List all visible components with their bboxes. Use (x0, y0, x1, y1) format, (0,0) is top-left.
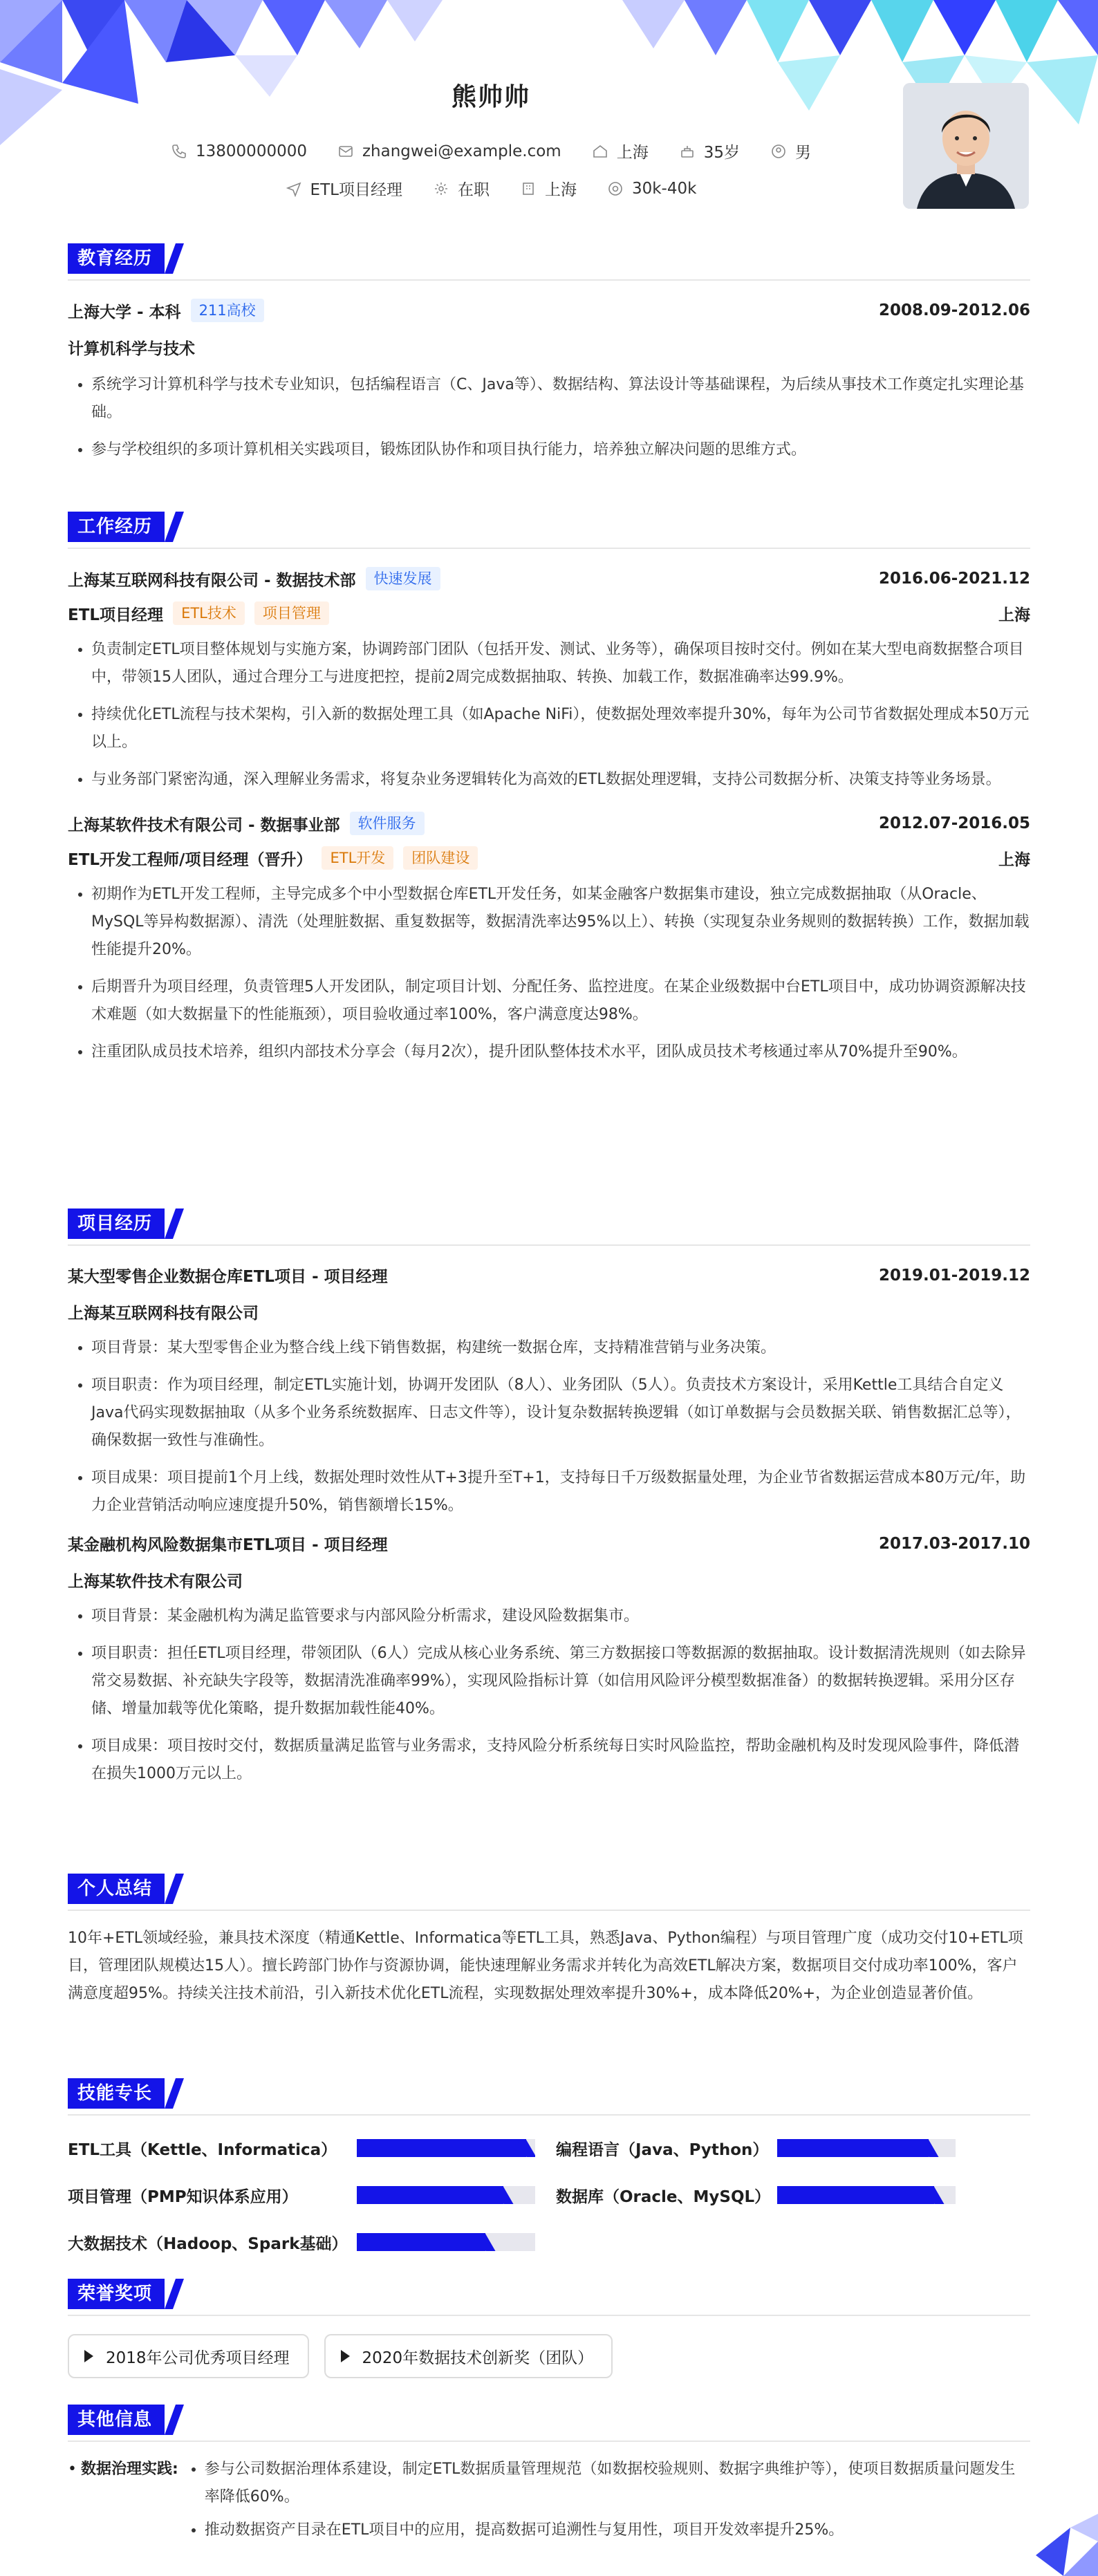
award-badge (324, 2334, 613, 2378)
section-title: 荣誉奖项 (68, 2279, 165, 2309)
awards-section (68, 2279, 1030, 2378)
skill-item (68, 2136, 556, 2160)
list-item: • 推动数据资产目录在ETL项目中的应用，提高数据可追溯性与复用性，项目开发效率提升25%。 (205, 2517, 1030, 2544)
project-period: 2019.01-2019.12 (878, 1266, 1030, 1285)
list-item: • 项目背景：某金融机构为满足监管要求与内部风险分析需求，建设风险数据集市。 (91, 1603, 1030, 1630)
email-text: zhangwei@example.com (362, 142, 561, 160)
location-item (592, 140, 649, 162)
other-label: 数据治理实践: (80, 2461, 178, 2478)
section-header (68, 2078, 1030, 2116)
corner-decoration (1022, 2500, 1098, 2576)
person-icon (770, 143, 787, 160)
skill-bar (777, 2139, 956, 2157)
job-header (68, 812, 1030, 835)
education-section (68, 243, 1030, 474)
award-list (68, 2334, 1030, 2378)
projects-section (68, 1208, 1030, 1798)
location-text: 上海 (616, 144, 649, 162)
education-bullets (68, 371, 1030, 464)
job-header (68, 567, 1030, 590)
project-name: 某金融机构风险数据集市ETL项目 - 项目经理 (68, 1536, 388, 1554)
section-header (68, 2279, 1030, 2316)
play-icon (84, 2350, 93, 2362)
list-item: • 参与学校组织的多项计算机相关实践项目，锻炼团队协作和项目执行能力，培养独立解决问题的思维方式。 (91, 436, 1030, 464)
list-item: • 项目成果：项目提前1个月上线，数据处理时效性从T+3提升至T+1，支持每日千万级数据量处理，为企业节省数据运营成本80万元/年，助力企业营销活动响应速度提升50%，销售额增长15%。 (91, 1464, 1030, 1520)
project-company: 上海某软件技术有限公司 (68, 1573, 243, 1591)
list-item: • 项目成果：项目按时交付，数据质量满足监管与业务需求，支持风险分析系统每日实时风险监控，帮助金融机构及时发现风险事件，降低潜在损失1000万元以上。 (91, 1733, 1030, 1788)
mail-icon (337, 143, 354, 160)
skill-bar (357, 2186, 535, 2204)
job-bullets (68, 881, 1030, 1066)
skill-bar-fill (357, 2233, 485, 2251)
age-item (679, 140, 740, 162)
section-title: 工作经历 (68, 512, 165, 542)
school-tag: 211高校 (191, 299, 264, 322)
summary-section (68, 1874, 1030, 2008)
position-item (286, 177, 402, 200)
job-period: 2016.06-2021.12 (878, 570, 1030, 588)
section-title: 项目经历 (68, 1208, 165, 1239)
phone-item (171, 142, 307, 160)
skill-item (68, 2230, 556, 2254)
summary-text: 10年+ETL领域经验，兼具技术深度（精通Kettle、Informatica等ETL工具，熟悉Java、Python编程）与项目管理广度（成功交付10+ETL项目，管理团队规模达15人）。擅长跨部门协作与资源协调，能快速理解业务需求并转化为高效ETL解决方案，数据项目交付成功率100%，客户满意度超95%。持续关注技术前沿，引入新技术优化ETL流程，实现数据处理效率提升30%+，成本降低20%+，为企业创造显著价值。 (68, 1930, 1023, 2002)
job-city: 上海 (998, 606, 1030, 624)
company-tag: 软件服务 (350, 812, 425, 835)
section-title-accent (165, 2279, 184, 2309)
position-text: ETL项目经理 (310, 181, 402, 199)
project-header (68, 1532, 1030, 1555)
job-intent-row (0, 177, 982, 200)
section-title-accent (165, 243, 184, 274)
list-item: • 持续优化ETL流程与技术架构，引入新的数据处理工具（如Apache NiFi），使数据处理效率提升30%，每年为公司节省数据处理成本50万元以上。 (91, 701, 1030, 756)
list-item: • 项目背景：某大型零售企业为整合线上线下销售数据，构建统一数据仓库，支持精准营销与业务决策。 (91, 1334, 1030, 1362)
phone-icon (171, 143, 187, 160)
status-text: 在职 (457, 181, 490, 199)
section-header (68, 1874, 1030, 1911)
section-header (68, 2405, 1030, 2442)
skill-bar (357, 2233, 535, 2251)
school-name: 上海大学 - 本科 (68, 303, 181, 321)
avatar (903, 83, 1029, 209)
building-icon (520, 180, 537, 197)
list-item: • 系统学习计算机科学与技术专业知识，包括编程语言（C、Java等）、数据结构、算法设计等基础课程，为后续从事技术工作奠定扎实理论基础。 (91, 371, 1030, 427)
skill-grid (68, 2136, 1030, 2254)
list-item: • 负责制定ETL项目整体规划与实施方案，协调跨部门团队（包括开发、测试、业务等），确保项目按时交付。例如在某大型电商数据整合项目中，带领15人团队，通过合理分工与进度把控，提前2周完成数据抽取、转换、加载工作，数据准确率达99.9%。 (91, 636, 1030, 691)
list-item: • 项目职责：作为项目经理，制定ETL实施计划，协调开发团队（8人）、业务团队（5人）。负责技术方案设计，采用Kettle工具结合自定义Java代码实现数据抽取（从多个业务系统数据库、日志文件等），设计复杂数据转换逻辑（如订单数据与会员数据关联、销售数据汇总等），确保数据一致性与准确性。 (91, 1372, 1030, 1455)
education-period: 2008.09-2012.06 (878, 301, 1030, 319)
section-title-accent (165, 1874, 184, 1904)
company-name: 上海某软件技术有限公司 - 数据事业部 (68, 816, 340, 834)
project-bullets (68, 1603, 1030, 1788)
section-title: 教育经历 (68, 243, 165, 274)
award-text: 2018年公司优秀项目经理 (106, 2349, 290, 2367)
skill-name: 大数据技术（Hadoop、Spark基础） (68, 2234, 348, 2253)
education-header (68, 299, 1030, 322)
skill-item (556, 2183, 1030, 2207)
play-icon (341, 2350, 350, 2362)
city-text: 上海 (544, 181, 577, 199)
section-header (68, 243, 1030, 281)
section-title: 个人总结 (68, 1874, 165, 1904)
age-text: 35岁 (703, 144, 740, 162)
job-role-row (68, 846, 1030, 870)
project-company: 上海某互联网科技有限公司 (68, 1305, 259, 1323)
company-name: 上海某互联网科技有限公司 - 数据技术部 (68, 571, 356, 590)
skill-bar-fill (357, 2186, 503, 2204)
project-entry (68, 1264, 1030, 1520)
contact-row (0, 140, 982, 162)
skills-section (68, 2078, 1030, 2254)
job-role: ETL项目经理 (68, 606, 164, 624)
section-title-accent (165, 512, 184, 542)
skill-bar (777, 2186, 956, 2204)
gender-text: 男 (794, 144, 811, 162)
section-header (68, 512, 1030, 549)
list-item: • 项目职责：担任ETL项目经理，带领团队（6人）完成从核心业务系统、第三方数据接口等数据源的数据抽取。设计数据清洗规则（如去除异常交易数据、补充缺失字段等，数据清洗准确率99%），实现风险指标计算（如信用风险评分模型数据准备）的数据转换逻辑。采用分区存储、增量加载等优化策略，提升数据加载性能40%。 (91, 1640, 1030, 1723)
skill-tag: ETL技术 (173, 601, 245, 625)
other-item: • 数据治理实践: • 参与公司数据治理体系建设，制定ETL数据质量管理规范（如数据校验规则、数据字典维护等），使项目数据质量问题发生率降低60%。 • 推动数据资产目录在ETL项目中的应用，提高数据可追溯性与复用性，项目开发效率提升25%。 (68, 2456, 1030, 2550)
skill-item (556, 2136, 1030, 2160)
project-bullets (68, 1334, 1030, 1520)
section-title: 技能专长 (68, 2078, 165, 2109)
coin-icon (607, 180, 624, 197)
job-role-row (68, 601, 1030, 625)
skill-name: ETL工具（Kettle、Informatica） (68, 2140, 337, 2159)
project-period: 2017.03-2017.10 (878, 1534, 1030, 1553)
job-bullets (68, 636, 1030, 794)
section-title-accent (165, 2078, 184, 2109)
section-title: 其他信息 (68, 2405, 165, 2435)
skill-tag: 项目管理 (254, 601, 329, 625)
status-item (433, 177, 490, 200)
skill-tag: 团队建设 (403, 846, 478, 870)
skill-name: 项目管理（PMP知识体系应用） (68, 2187, 298, 2206)
project-name: 某大型零售企业数据仓库ETL项目 - 项目经理 (68, 1268, 388, 1286)
gear-icon (433, 180, 449, 197)
list-item: • 注重团队成员技术培养，组织内部技术分享会（每月2次），提升团队整体技术水平，团队成员技术考核通过率从70%提升至90%。 (91, 1038, 1030, 1066)
list-item: • 初期作为ETL开发工程师，主导完成多个中小型数据仓库ETL开发任务，如某金融客户数据集市建设，独立完成数据抽取（从Oracle、MySQL等异构数据源）、清洗（处理脏数据、重复数据等，数据清洗率达95%以上）、转换（实现复杂业务规则的数据转换）工作，数据加载性能提升20%。 (91, 881, 1030, 964)
skill-tag: ETL开发 (322, 846, 393, 870)
candidate-name: 熊帅帅 (451, 83, 530, 111)
award-badge (68, 2334, 309, 2378)
send-icon (286, 180, 302, 197)
job-city: 上海 (998, 850, 1030, 869)
major: 计算机科学与技术 (68, 340, 195, 358)
list-item: • 后期晋升为项目经理，负责管理5人开发团队，制定项目计划、分配任务、监控进度。在某企业级数据中台ETL项目中，成功协调资源解决技术难题（如大数据量下的性能瓶颈），项目验收通过率100%，客户满意度达98%。 (91, 973, 1030, 1029)
other-bullets (184, 2456, 1030, 2550)
job-period: 2012.07-2016.05 (878, 814, 1030, 832)
other-section (68, 2405, 1030, 2550)
section-title-accent (165, 1208, 184, 1239)
company-tag: 快速发展 (366, 567, 440, 590)
home-icon (592, 143, 608, 160)
skill-bar-fill (357, 2139, 526, 2157)
work-section (68, 512, 1030, 1076)
salary-text: 30k-40k (631, 179, 697, 198)
job-entry (68, 812, 1030, 1066)
award-text: 2020年数据技术创新奖（团队） (362, 2349, 594, 2367)
skill-bar-fill (777, 2186, 934, 2204)
salary-item (607, 180, 696, 198)
email-item (337, 142, 561, 160)
job-role: ETL开发工程师/项目经理（晋升） (68, 850, 313, 869)
list-item: • 参与公司数据治理体系建设，制定ETL数据质量管理规范（如数据校验规则、数据字典维护等），使项目数据质量问题发生率降低60%。 (205, 2456, 1030, 2511)
skill-name: 数据库（Oracle、MySQL） (556, 2187, 771, 2206)
cake-icon (679, 143, 696, 160)
project-header (68, 1264, 1030, 1287)
skill-bar (357, 2139, 535, 2157)
project-entry (68, 1532, 1030, 1788)
phone-text: 13800000000 (196, 142, 307, 160)
section-header (68, 1208, 1030, 1246)
skill-bar-fill (777, 2139, 929, 2157)
skill-name: 编程语言（Java、Python） (556, 2140, 769, 2159)
gender-item (770, 140, 811, 162)
city-item (520, 177, 577, 200)
skill-item (68, 2183, 556, 2207)
section-title-accent (165, 2405, 184, 2435)
list-item: • 与业务部门紧密沟通，深入理解业务需求，将复杂业务逻辑转化为高效的ETL数据处理逻辑，支持公司数据分析、决策支持等业务场景。 (91, 766, 1030, 794)
job-entry (68, 567, 1030, 794)
